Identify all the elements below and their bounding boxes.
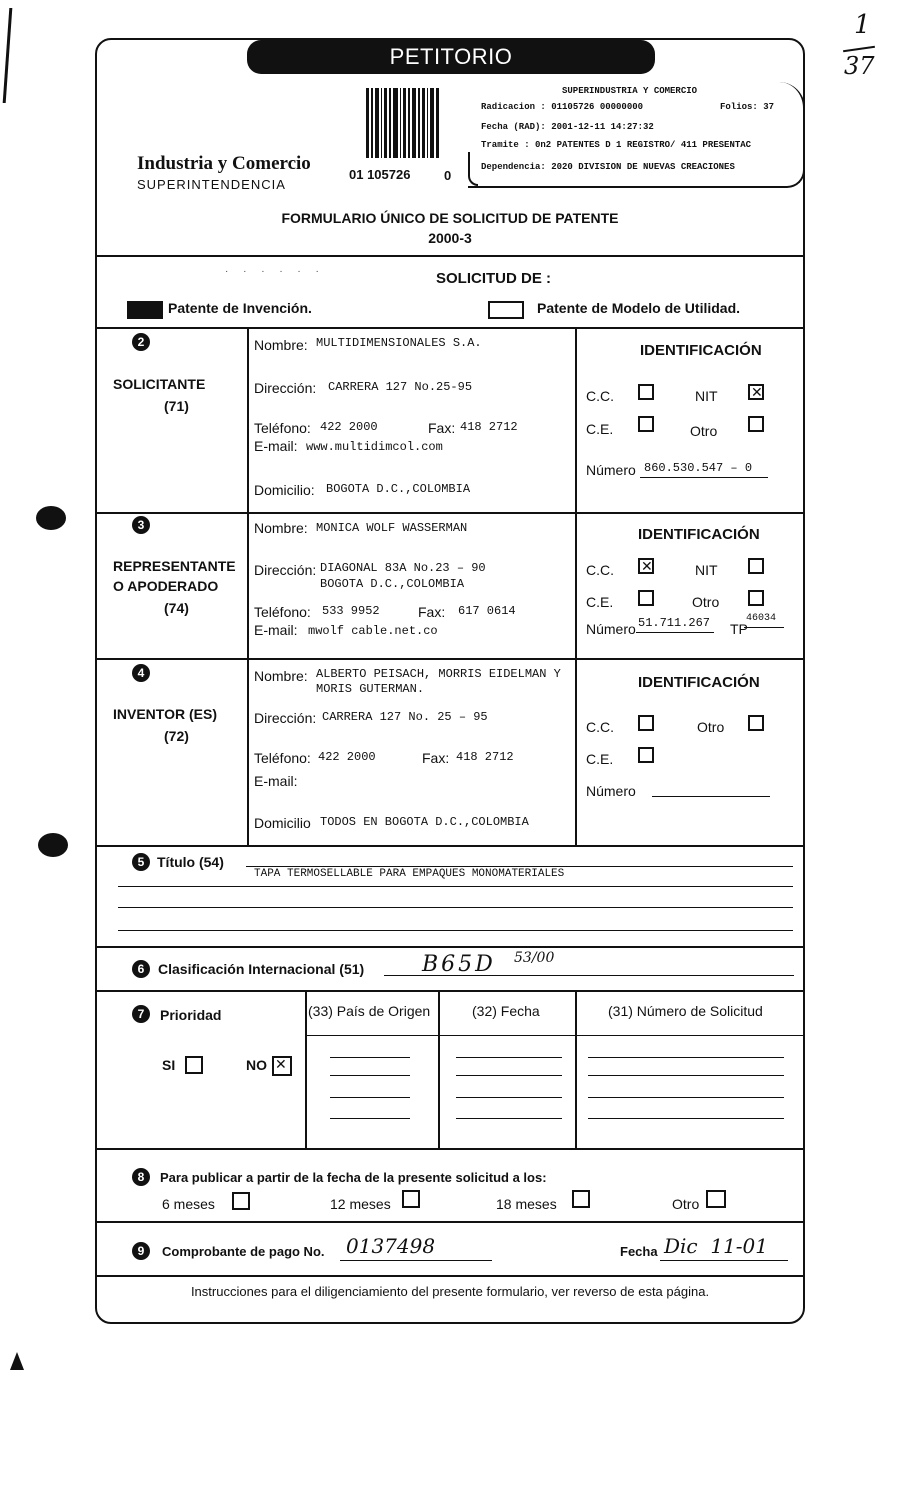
representante-fax-label: Fax:: [418, 604, 446, 620]
representante-otro-label: Otro: [692, 594, 720, 610]
representante-tp-line: [744, 627, 784, 628]
comprobante-label: Comprobante de pago No.: [162, 1244, 325, 1259]
prioridad-col-pais: (33) País de Origen: [308, 1003, 431, 1019]
solicitante-email[interactable]: www.multidimcol.com: [306, 440, 443, 454]
inventor-nombre-label: Nombre:: [254, 668, 308, 684]
prioridad-fecha-line-2: [456, 1075, 562, 1076]
inventor-direccion[interactable]: CARRERA 127 No. 25 – 95: [322, 710, 488, 724]
solicitante-otro-checkbox[interactable]: [748, 416, 764, 432]
form-header-title: PETITORIO: [247, 40, 655, 74]
org-name: Industria y Comercio: [137, 153, 311, 174]
solicitante-domicilio-label: Domicilio:: [254, 482, 315, 498]
stamp-bracket: [468, 152, 478, 186]
stamp-line-5: Dependencia: 2020 DIVISION DE NUEVAS CREACIONES: [481, 162, 735, 172]
titulo-label: Título (54): [157, 854, 224, 870]
comprobante-fecha[interactable]: Dic 11-01: [664, 1234, 769, 1258]
section-2-number: 2: [132, 333, 150, 351]
prioridad-pais-line-4: [330, 1118, 410, 1119]
inventor-email-label: E-mail:: [254, 773, 298, 789]
solicitante-ce-label: C.E.: [586, 421, 614, 437]
solicitante-id-heading: IDENTIFICACIÓN: [640, 342, 762, 359]
representante-nombre[interactable]: MONICA WOLF WASSERMAN: [316, 521, 468, 535]
representante-numero[interactable]: 51.711.267: [638, 616, 711, 630]
representante-label-2: O APODERADO: [113, 578, 219, 594]
inventor-label: INVENTOR (ES): [113, 706, 217, 722]
section-9-number: 9: [132, 1242, 150, 1260]
footer-instructions: Instrucciones para el diligenciamiento del presente formulario, ver reverso de esta página.: [190, 1284, 710, 1299]
prioridad-no-checkbox[interactable]: [272, 1056, 292, 1076]
prioridad-numero-line-2: [588, 1075, 784, 1076]
stamp-line-3: Fecha (RAD): 2001-12-11 14:27:32: [481, 122, 654, 132]
solicitante-nit-label: NIT: [695, 388, 718, 404]
publicar-18-label: 18 meses: [496, 1196, 557, 1212]
inventor-otro-checkbox[interactable]: [748, 715, 764, 731]
solicitante-fax[interactable]: 418 2712: [460, 420, 518, 434]
section-5-number: 5: [132, 853, 150, 871]
inventor-fax[interactable]: 418 2712: [456, 750, 514, 764]
comprobante-fecha-label: Fecha: [620, 1244, 658, 1259]
representante-nombre-label: Nombre:: [254, 520, 308, 536]
publicar-18-checkbox[interactable]: [572, 1190, 590, 1208]
representante-numero-line: [636, 632, 714, 633]
solicitante-nombre[interactable]: MULTIDIMENSIONALES S.A.: [316, 336, 482, 350]
stamp-line-4: Tramite : 0n2 PATENTES D 1 REGISTRO/ 411 PRESENTAC: [481, 140, 752, 150]
prioridad-si-checkbox[interactable]: [185, 1056, 203, 1074]
hole-punch-2: [38, 833, 68, 857]
corner-note-bottom: 37: [844, 52, 875, 80]
solicitante-cc-label: C.C.: [586, 388, 614, 404]
representante-nit-label: NIT: [695, 562, 718, 578]
representante-ce-checkbox[interactable]: [638, 590, 654, 606]
inventor-otro-label: Otro: [697, 719, 725, 735]
representante-direccion-2[interactable]: BOGOTA D.C.,COLOMBIA: [320, 577, 465, 591]
clasificacion-sub[interactable]: 53/00: [514, 950, 555, 966]
titulo-line-4: [118, 930, 793, 931]
stamp-line-1: SUPERINDUSTRIA Y COMERCIO: [562, 86, 698, 96]
solicitante-otro-label: Otro: [690, 423, 718, 439]
solicitante-code: (71): [164, 398, 189, 414]
solicitante-numero[interactable]: 860.530.547 – 0: [644, 461, 753, 475]
inventor-id-heading: IDENTIFICACIÓN: [638, 674, 760, 691]
barcode-suffix: 0: [444, 168, 452, 183]
prioridad-label: Prioridad: [160, 1007, 222, 1023]
representante-email-label: E-mail:: [254, 622, 298, 638]
solicitante-ce-checkbox[interactable]: [638, 416, 654, 432]
prioridad-fecha-line-4: [456, 1118, 562, 1119]
inventor-fax-label: Fax:: [422, 750, 450, 766]
prioridad-no-label: NO: [246, 1057, 267, 1073]
solicitud-option-invencion: Patente de Invención.: [168, 300, 312, 316]
inventor-cc-checkbox[interactable]: [638, 715, 654, 731]
inventor-domicilio-label: Domicilio: [254, 815, 311, 831]
comprobante-line: [340, 1260, 492, 1261]
form-title: FORMULARIO ÚNICO DE SOLICITUD DE PATENTE: [281, 210, 619, 226]
radication-stamp-border: [468, 82, 805, 188]
prioridad-numero-line-3: [588, 1097, 784, 1098]
prioridad-si-label: SI: [162, 1057, 176, 1073]
representante-label-1: REPRESENTANTE: [113, 558, 236, 574]
section-3-number: 3: [132, 516, 150, 534]
representante-ce-label: C.E.: [586, 594, 614, 610]
solicitante-cc-checkbox[interactable]: [638, 384, 654, 400]
barcode: [366, 88, 442, 158]
prioridad-pais-line-2: [330, 1075, 410, 1076]
representante-numero-label: Número: [586, 621, 636, 637]
barcode-number: 01 105726: [349, 167, 411, 182]
solicitante-telefono-label: Teléfono:: [254, 420, 311, 436]
inventor-numero-line: [652, 796, 770, 797]
inventor-direccion-label: Dirección:: [254, 710, 317, 726]
inventor-ce-label: C.E.: [586, 751, 614, 767]
representante-nit-checkbox[interactable]: [748, 558, 764, 574]
section-7-number: 7: [132, 1005, 150, 1023]
inventor-telefono[interactable]: 422 2000: [318, 750, 376, 764]
clasificacion-value[interactable]: B65D: [422, 952, 496, 977]
inventor-nombre-2[interactable]: MORIS GUTERMAN.: [316, 682, 425, 696]
margin-mark-bottom: [10, 1352, 24, 1370]
section-6-number: 6: [132, 960, 150, 978]
stamp-line-2: Radicacion : 01105726 00000000: [481, 102, 644, 112]
publicar-6-label: 6 meses: [162, 1196, 215, 1212]
corner-note-top: 1: [854, 10, 871, 40]
solicitante-telefono[interactable]: 422 2000: [320, 420, 378, 434]
representante-direccion-label: Dirección:: [254, 562, 317, 578]
solicitud-option-modelo: Patente de Modelo de Utilidad.: [537, 300, 741, 316]
solicitante-domicilio[interactable]: BOGOTA D.C.,COLOMBIA: [326, 482, 471, 496]
publicar-otro-label: Otro: [672, 1196, 700, 1212]
scan-noise: · · · · · ·: [225, 266, 325, 277]
margin-mark-top: [3, 8, 13, 103]
stamp-folios: Folios: 37: [720, 102, 775, 112]
publicar-6-checkbox[interactable]: [232, 1192, 250, 1210]
form-version: 2000-3: [428, 230, 472, 246]
prioridad-pais-line-1: [330, 1057, 410, 1058]
publicar-label: Para publicar a partir de la fecha de la presente solicitud a los:: [160, 1170, 547, 1185]
org-subtitle: SUPERINTENDENCIA: [137, 177, 286, 192]
solicitante-direccion[interactable]: CARRERA 127 No.25-95: [328, 380, 473, 394]
checkbox-patente-invencion[interactable]: [127, 301, 163, 319]
representante-id-heading: IDENTIFICACIÓN: [638, 526, 760, 543]
prioridad-col-numero: (31) Número de Solicitud: [608, 1003, 763, 1019]
titulo-line-1: [246, 866, 793, 867]
prioridad-numero-line-4: [588, 1118, 784, 1119]
solicitante-numero-line: [640, 477, 768, 478]
representante-fax[interactable]: 617 0614: [458, 604, 516, 618]
representante-direccion-1[interactable]: DIAGONAL 83A No.23 – 90: [320, 561, 486, 575]
section-4-number: 4: [132, 664, 150, 682]
comprobante-value[interactable]: 0137498: [346, 1234, 436, 1258]
inventor-telefono-label: Teléfono:: [254, 750, 311, 766]
representante-tp-label: TP: [730, 621, 748, 637]
publicar-12-checkbox[interactable]: [402, 1190, 420, 1208]
solicitud-heading: SOLICITUD DE :: [436, 270, 551, 287]
solicitante-direccion-label: Dirección:: [254, 380, 317, 396]
hole-punch-1: [36, 506, 66, 530]
representante-telefono-label: Teléfono:: [254, 604, 311, 620]
inventor-numero-label: Número: [586, 783, 636, 799]
solicitante-fax-label: Fax:: [428, 420, 456, 436]
prioridad-fecha-line-1: [456, 1057, 562, 1058]
inventor-nombre-1[interactable]: ALBERTO PEISACH, MORRIS EIDELMAN Y: [316, 667, 561, 681]
titulo-value[interactable]: TAPA TERMOSELLABLE PARA EMPAQUES MONOMATERIALES: [254, 868, 565, 880]
titulo-line-3: [118, 907, 793, 908]
representante-otro-checkbox[interactable]: [748, 590, 764, 606]
prioridad-fecha-line-3: [456, 1097, 562, 1098]
inventor-domicilio[interactable]: TODOS EN BOGOTA D.C.,COLOMBIA: [320, 815, 529, 829]
representante-telefono[interactable]: 533 9952: [322, 604, 380, 618]
prioridad-numero-line-1: [588, 1057, 784, 1058]
section-8-number: 8: [132, 1168, 150, 1186]
representante-cc-label: C.C.: [586, 562, 614, 578]
solicitante-numero-label: Número: [586, 462, 636, 478]
publicar-12-label: 12 meses: [330, 1196, 391, 1212]
prioridad-col-fecha: (32) Fecha: [472, 1003, 540, 1019]
representante-cc-checkbox[interactable]: [638, 558, 654, 574]
solicitante-nit-checkbox[interactable]: [748, 384, 764, 400]
representante-code: (74): [164, 600, 189, 616]
solicitante-nombre-label: Nombre:: [254, 337, 308, 353]
solicitante-email-label: E-mail:: [254, 438, 298, 454]
solicitante-label: SOLICITANTE: [113, 376, 206, 392]
inventor-code: (72): [164, 728, 189, 744]
inventor-ce-checkbox[interactable]: [638, 747, 654, 763]
checkbox-modelo-utilidad[interactable]: [488, 301, 524, 319]
titulo-line-2: [118, 886, 793, 887]
publicar-otro-checkbox[interactable]: [706, 1190, 726, 1208]
clasificacion-label: Clasificación Internacional (51): [158, 961, 365, 977]
comprobante-fecha-line: [660, 1260, 788, 1261]
prioridad-pais-line-3: [330, 1097, 410, 1098]
representante-email[interactable]: mwolf cable.net.co: [308, 624, 438, 638]
representante-tp[interactable]: 46034: [746, 613, 777, 624]
inventor-cc-label: C.C.: [586, 719, 614, 735]
